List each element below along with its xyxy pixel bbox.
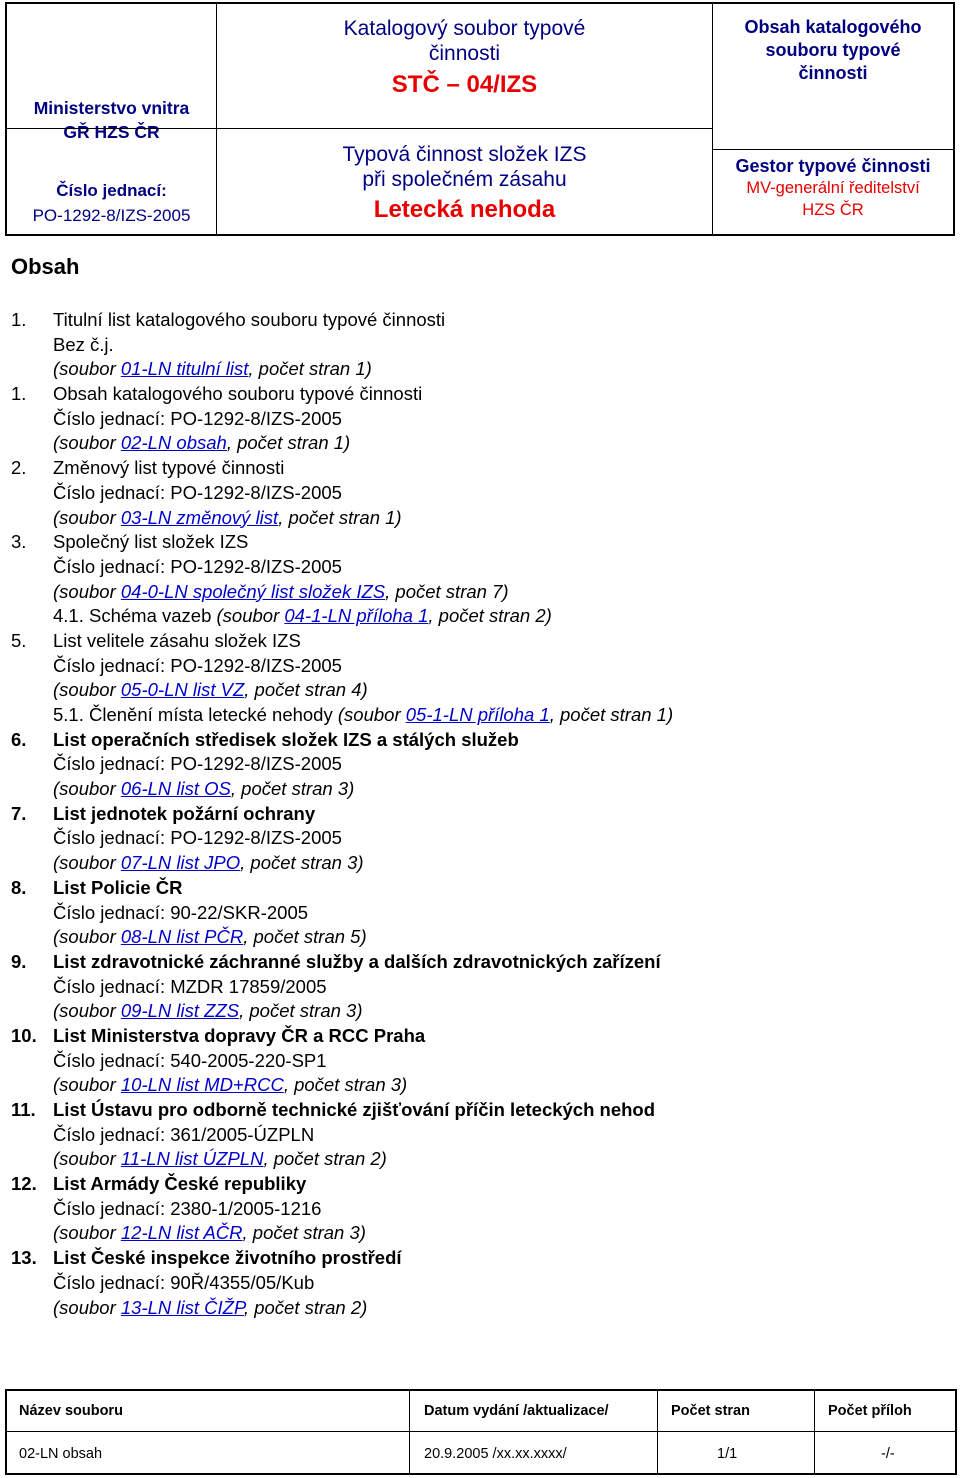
toc-number: 12. <box>11 1173 37 1195</box>
header-catalog-column <box>217 4 713 234</box>
file-link[interactable]: 13-LN list ČIŽP <box>120 1296 244 1318</box>
file-link[interactable]: 04-1-LN příloha 1 <box>284 605 429 627</box>
reference-number <box>7 178 216 228</box>
toc-title: Titulní list katalogového souboru typové činnosti <box>53 309 446 330</box>
ministry-name <box>7 96 216 144</box>
toc-number: 10. <box>11 1024 37 1046</box>
activity-line: Typová činnost složek IZS <box>342 143 587 166</box>
toc-item-title <box>11 802 951 827</box>
document-title-line: Obsah katalogového <box>744 17 922 37</box>
toc-title: List České inspekce životního prostředí <box>53 1247 402 1269</box>
toc-number: 2. <box>11 457 27 479</box>
toc-title: List zdravotnické záchranné služby a dalších zdravotnických zařízení <box>53 950 661 972</box>
toc-item-title <box>11 530 951 555</box>
catalog-title <box>217 16 712 66</box>
toc-item-title <box>11 308 951 333</box>
toc-ref: Číslo jednací: PO-1292-8/IZS-2005 <box>53 555 342 577</box>
toc-file: (soubor 02-LN obsah, počet stran 1) <box>53 432 351 454</box>
toc-file: (soubor 01-LN titulní list, počet stran 1) <box>53 358 372 380</box>
footer-value-pages: 1/1 <box>717 1445 738 1462</box>
table-of-contents <box>11 308 951 1320</box>
toc-number: 3. <box>11 531 27 553</box>
toc-item-title <box>11 950 951 975</box>
toc-number: 9. <box>11 950 27 972</box>
toc-title: List jednotek požární ochrany <box>53 802 316 824</box>
file-link[interactable]: 04-0-LN společný list složek IZS <box>120 580 386 602</box>
document-header <box>5 2 955 236</box>
file-link[interactable]: 03-LN změnový list <box>120 506 279 528</box>
document-title <box>713 16 953 85</box>
file-link[interactable]: 11-LN list ÚZPLN <box>120 1148 264 1170</box>
header-document-column <box>713 4 953 234</box>
gestor-value: HZS ČR <box>802 201 864 219</box>
toc-ref: Číslo jednací: PO-1292-8/IZS-2005 <box>53 407 342 429</box>
toc-ref: Číslo jednací: 90Ř/4355/05/Kub <box>53 1271 315 1293</box>
toc-ref: Číslo jednací: 540-2005-220-SP1 <box>53 1049 327 1071</box>
ref-label: Číslo jednací: <box>56 181 167 200</box>
toc-file: (soubor 12-LN list AČR, počet stran 3) <box>53 1222 366 1244</box>
catalog-line: činnosti <box>428 42 501 65</box>
toc-file: (soubor 06-LN list OS, počet stran 3) <box>53 778 355 800</box>
toc-ref: Číslo jednací: PO-1292-8/IZS-2005 <box>53 827 342 849</box>
file-link[interactable]: 09-LN list ZZS <box>120 1000 240 1022</box>
toc-file: (soubor 13-LN list ČIŽP, počet stran 2) <box>53 1296 368 1318</box>
toc-number: 6. <box>11 728 27 750</box>
toc-subitem: 5.1. Členění místa letecké nehody (soubor 05-1-LN příloha 1, počet stran 1) <box>53 704 674 725</box>
toc-title: List Ministerstva dopravy ČR a RCC Praha <box>53 1024 426 1046</box>
file-link[interactable]: 02-LN obsah <box>120 432 227 454</box>
ref-value: PO-1292-8/IZS-2005 <box>32 206 191 225</box>
gestor-block <box>713 155 953 221</box>
toc-number: 8. <box>11 876 27 898</box>
toc-title: Změnový list typové činnosti <box>53 457 285 479</box>
toc-file: (soubor 04-0-LN společný list složek IZS, počet stran 7) <box>53 580 509 602</box>
file-link[interactable]: 08-LN list PČR <box>120 926 244 948</box>
toc-file: (soubor 11-LN list ÚZPLN, počet stran 2) <box>53 1148 387 1170</box>
toc-number: 7. <box>11 802 27 824</box>
toc-number: 1. <box>11 383 27 405</box>
toc-ref: Bez č.j. <box>53 333 114 355</box>
toc-file: (soubor 08-LN list PČR, počet stran 5) <box>53 926 367 948</box>
toc-item-title <box>11 1246 951 1271</box>
toc-item-title <box>11 876 951 901</box>
toc-ref: Číslo jednací: 90-22/SKR-2005 <box>53 901 309 923</box>
file-link[interactable]: 05-1-LN příloha 1 <box>405 704 550 725</box>
gestor-label: Gestor typové činnosti <box>735 156 931 176</box>
footer-value-date: 20.9.2005 /xx.xx.xxxx/ <box>424 1445 567 1462</box>
toc-ref: Číslo jednací: 2380-1/2005-1216 <box>53 1197 322 1219</box>
file-link[interactable]: 05-0-LN list VZ <box>120 679 245 701</box>
toc-ref: Číslo jednací: 361/2005-ÚZPLN <box>53 1123 315 1145</box>
toc-file: (soubor 09-LN list ZZS, počet stran 3) <box>53 1000 363 1022</box>
footer-header-row <box>7 1391 955 1432</box>
toc-number: 11. <box>11 1099 36 1120</box>
toc-title: Obsah katalogového souboru typové činnosti <box>53 383 423 405</box>
toc-subitem: 4.1. Schéma vazeb (soubor 04-1-LN příloha 1, počet stran 2) <box>53 605 552 627</box>
activity-description <box>217 142 712 192</box>
toc-item-title <box>11 629 951 654</box>
footer-header-attachments: Počet příloh <box>828 1403 912 1419</box>
toc-number: 5. <box>11 629 27 651</box>
toc-file: (soubor 03-LN změnový list, počet stran 1) <box>53 506 402 528</box>
toc-item-title <box>11 1024 951 1049</box>
toc-title: Společný list složek IZS <box>53 531 249 553</box>
footer-header-name: Název souboru <box>19 1403 123 1419</box>
toc-ref: Číslo jednací: PO-1292-8/IZS-2005 <box>53 654 342 676</box>
file-link[interactable]: 10-LN list MD+RCC <box>120 1074 284 1096</box>
toc-number: 13. <box>11 1247 37 1269</box>
toc-item-title <box>11 1098 951 1123</box>
file-link[interactable]: 01-LN titulní list <box>120 358 249 380</box>
catalog-line: Katalogový soubor typové <box>343 17 586 40</box>
section-title: Obsah <box>11 254 80 279</box>
toc-number: 1. <box>11 309 27 330</box>
toc-item-title <box>11 1172 951 1197</box>
catalog-code: STČ – 04/IZS <box>391 71 538 98</box>
file-link[interactable]: 07-LN list JPO <box>120 852 241 874</box>
toc-file: (soubor 05-0-LN list VZ, počet stran 4) <box>53 679 368 701</box>
toc-ref: Číslo jednací: PO-1292-8/IZS-2005 <box>53 753 342 775</box>
footer-table <box>5 1389 957 1475</box>
toc-ref: Číslo jednací: MZDR 17859/2005 <box>53 975 327 997</box>
header-ministry-column <box>7 4 217 234</box>
toc-item-title <box>11 456 951 481</box>
document-title-line: činnosti <box>798 63 868 83</box>
toc-title: List Armády České republiky <box>53 1173 307 1195</box>
file-link[interactable]: 12-LN list AČR <box>120 1222 243 1244</box>
toc-title: List Policie ČR <box>53 876 183 898</box>
file-link[interactable]: 06-LN list OS <box>120 778 231 800</box>
footer-header-pages: Počet stran <box>671 1403 750 1419</box>
ministry-line: Ministerstvo vnitra <box>33 98 190 118</box>
ministry-line: GŘ HZS ČR <box>63 122 160 142</box>
toc-title: List velitele zásahu složek IZS <box>53 629 301 651</box>
footer-value-name: 02-LN obsah <box>19 1445 103 1462</box>
toc-item-title <box>11 728 951 753</box>
toc-file: (soubor 10-LN list MD+RCC, počet stran 3) <box>53 1074 408 1096</box>
toc-ref: Číslo jednací: PO-1292-8/IZS-2005 <box>53 481 342 503</box>
toc-title: List Ústavu pro odborně technické zjišťování příčin leteckých nehod <box>53 1099 656 1120</box>
footer-value-row <box>7 1432 955 1475</box>
footer-value-attachments: -/- <box>881 1445 895 1462</box>
document-title-line: souboru typové <box>765 40 901 60</box>
activity-line: při společném zásahu <box>362 168 567 191</box>
toc-file: (soubor 07-LN list JPO, počet stran 3) <box>53 852 364 874</box>
toc-title: List operačních středisek složek IZS a stálých služeb <box>53 728 519 750</box>
footer-header-date: Datum vydání /aktualizace/ <box>424 1403 609 1419</box>
gestor-value: MV-generální ředitelství <box>746 179 920 197</box>
toc-item-title <box>11 382 951 407</box>
activity-name: Letecká nehoda <box>373 196 556 223</box>
